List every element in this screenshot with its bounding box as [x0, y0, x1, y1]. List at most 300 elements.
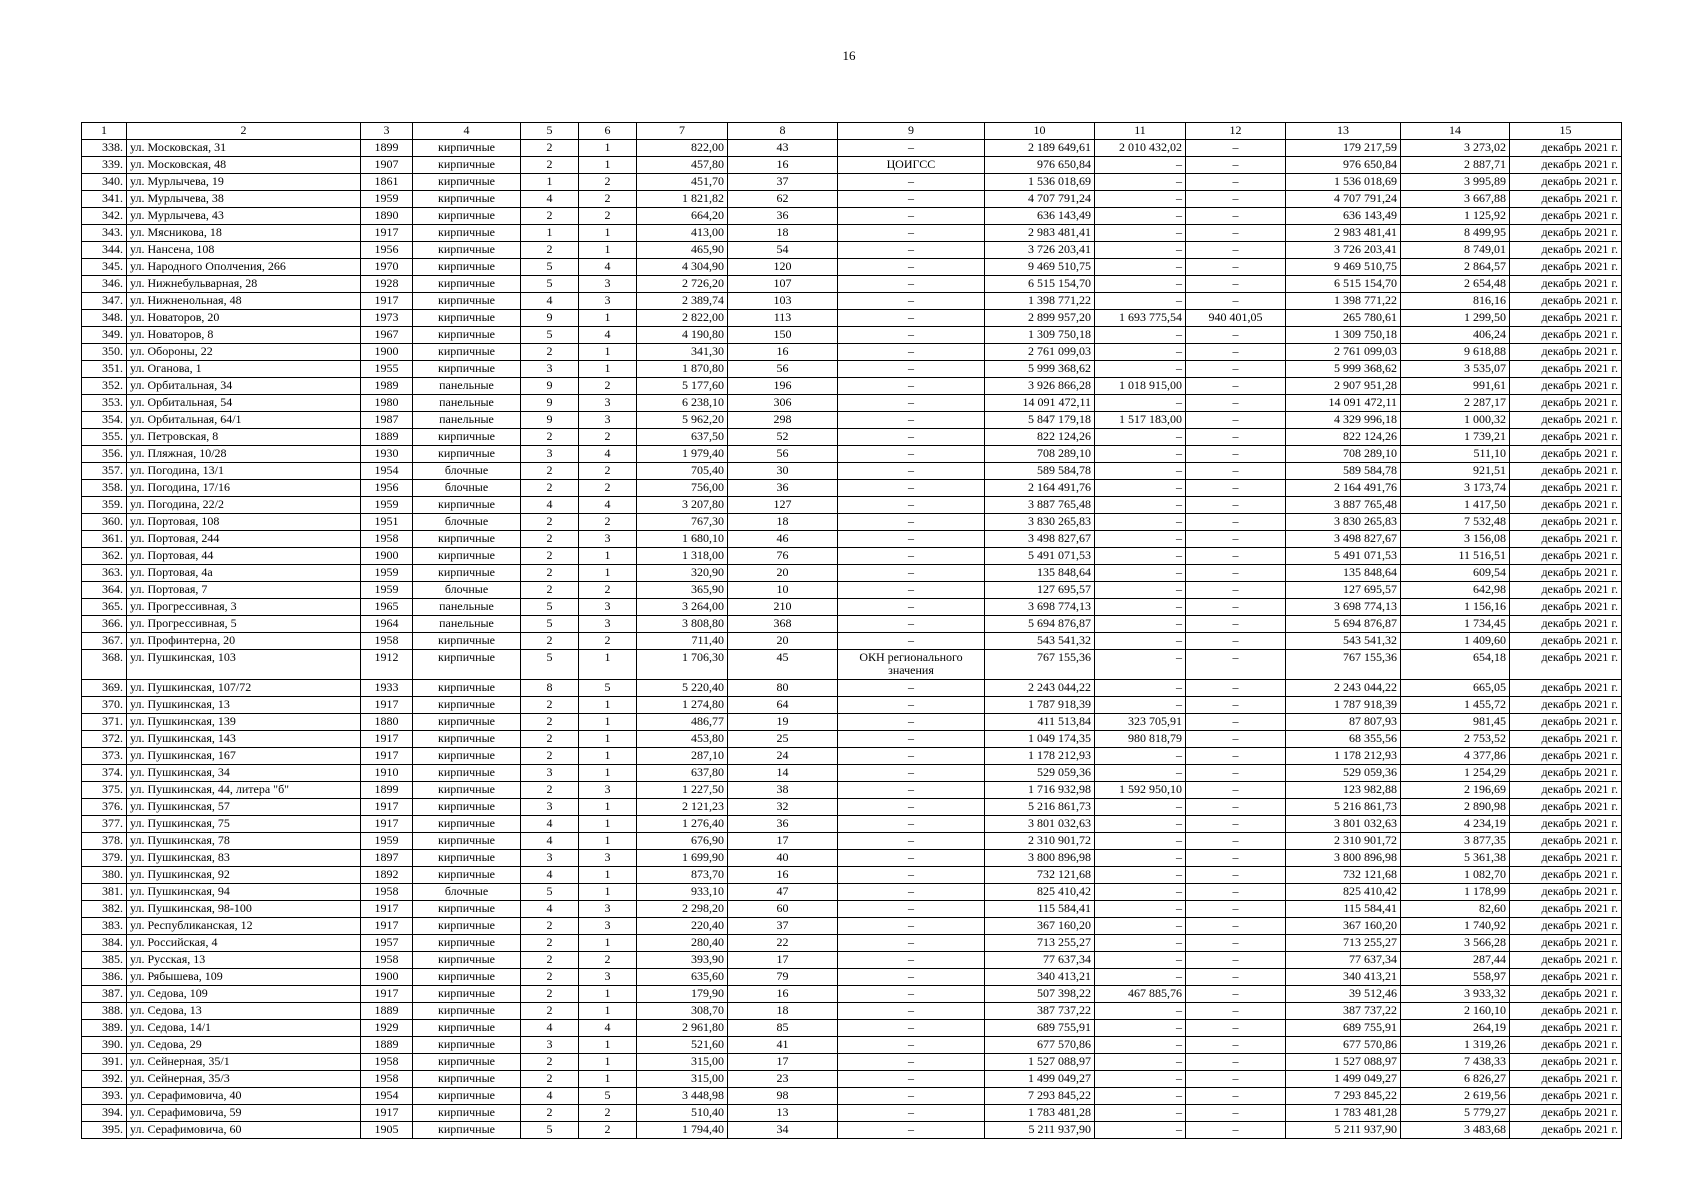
cell-col-15: декабрь 2021 г. — [1510, 565, 1622, 582]
cell-col-14: 1 299,50 — [1401, 310, 1510, 327]
cell-col-12: – — [1186, 765, 1286, 782]
cell-col-5: 2 — [521, 548, 579, 565]
cell-col-2: ул. Новаторов, 20 — [127, 310, 361, 327]
cell-col-3: 1861 — [361, 174, 413, 191]
cell-col-13: 127 695,57 — [1286, 582, 1401, 599]
cell-col-8: 40 — [728, 850, 838, 867]
cell-col-7: 2 298,20 — [637, 901, 728, 918]
cell-col-14: 4 377,86 — [1401, 748, 1510, 765]
cell-col-14: 3 667,88 — [1401, 191, 1510, 208]
table-row — [82, 208, 1622, 225]
cell-col-2: ул. Орбитальная, 34 — [127, 378, 361, 395]
cell-col-10: 5 216 861,73 — [985, 799, 1095, 816]
cell-col-1: 348. — [82, 310, 127, 327]
cell-col-13: 4 329 996,18 — [1286, 412, 1401, 429]
cell-col-6: 2 — [579, 174, 637, 191]
cell-col-11: 980 818,79 — [1095, 731, 1186, 748]
cell-col-2: ул. Петровская, 8 — [127, 429, 361, 446]
cell-col-7: 711,40 — [637, 633, 728, 650]
cell-col-9: – — [838, 531, 985, 548]
cell-col-6: 3 — [579, 395, 637, 412]
cell-col-13: 1 783 481,28 — [1286, 1105, 1401, 1122]
cell-col-3: 1958 — [361, 1054, 413, 1071]
cell-col-13: 2 310 901,72 — [1286, 833, 1401, 850]
cell-col-2: ул. Пушкинская, 13 — [127, 697, 361, 714]
cell-col-7: 933,10 — [637, 884, 728, 901]
cell-col-15: декабрь 2021 г. — [1510, 463, 1622, 480]
cell-col-15: декабрь 2021 г. — [1510, 310, 1622, 327]
cell-col-1: 390. — [82, 1037, 127, 1054]
cell-col-13: 265 780,61 — [1286, 310, 1401, 327]
cell-col-1: 346. — [82, 276, 127, 293]
cell-col-14: 1 156,16 — [1401, 599, 1510, 616]
cell-col-7: 320,90 — [637, 565, 728, 582]
cell-col-12: – — [1186, 1122, 1286, 1139]
cell-col-9: – — [838, 799, 985, 816]
cell-col-3: 1900 — [361, 969, 413, 986]
cell-col-12: – — [1186, 208, 1286, 225]
cell-col-8: 46 — [728, 531, 838, 548]
cell-col-10: 3 698 774,13 — [985, 599, 1095, 616]
cell-col-15: декабрь 2021 г. — [1510, 378, 1622, 395]
cell-col-3: 1951 — [361, 514, 413, 531]
cell-col-2: ул. Пушкинская, 103 — [127, 650, 361, 680]
cell-col-2: ул. Пушкинская, 98-100 — [127, 901, 361, 918]
cell-col-7: 465,90 — [637, 242, 728, 259]
cell-col-4: панельные — [413, 616, 521, 633]
cell-col-11: – — [1095, 1071, 1186, 1088]
cell-col-7: 510,40 — [637, 1105, 728, 1122]
table-row — [82, 1122, 1622, 1139]
cell-col-15: декабрь 2021 г. — [1510, 833, 1622, 850]
cell-col-7: 767,30 — [637, 514, 728, 531]
table-row — [82, 816, 1622, 833]
cell-col-7: 822,00 — [637, 140, 728, 157]
table-row — [82, 514, 1622, 531]
cell-col-11: – — [1095, 1054, 1186, 1071]
cell-col-11: – — [1095, 344, 1186, 361]
cell-col-9: – — [838, 1105, 985, 1122]
cell-col-10: 976 650,84 — [985, 157, 1095, 174]
cell-col-12: – — [1186, 191, 1286, 208]
cell-col-12: – — [1186, 918, 1286, 935]
table-row — [82, 327, 1622, 344]
cell-col-11: – — [1095, 582, 1186, 599]
cell-col-9: – — [838, 1020, 985, 1037]
cell-col-4: кирпичные — [413, 680, 521, 697]
cell-col-9: – — [838, 310, 985, 327]
cell-col-15: декабрь 2021 г. — [1510, 208, 1622, 225]
cell-col-10: 14 091 472,11 — [985, 395, 1095, 412]
cell-col-11: – — [1095, 565, 1186, 582]
cell-col-4: кирпичные — [413, 191, 521, 208]
cell-col-12: – — [1186, 633, 1286, 650]
cell-col-5: 4 — [521, 816, 579, 833]
cell-col-9: – — [838, 480, 985, 497]
cell-col-7: 3 808,80 — [637, 616, 728, 633]
cell-col-1: 385. — [82, 952, 127, 969]
cell-col-11: – — [1095, 1105, 1186, 1122]
cell-col-13: 2 907 951,28 — [1286, 378, 1401, 395]
cell-col-4: кирпичные — [413, 1054, 521, 1071]
cell-col-6: 1 — [579, 986, 637, 1003]
cell-col-4: кирпичные — [413, 361, 521, 378]
cell-col-10: 77 637,34 — [985, 952, 1095, 969]
cell-col-12: – — [1186, 650, 1286, 680]
cell-col-5: 3 — [521, 361, 579, 378]
cell-col-15: декабрь 2021 г. — [1510, 782, 1622, 799]
cell-col-13: 732 121,68 — [1286, 867, 1401, 884]
cell-col-8: 47 — [728, 884, 838, 901]
table-row — [82, 850, 1622, 867]
cell-col-10: 2 243 044,22 — [985, 680, 1095, 697]
cell-col-3: 1917 — [361, 986, 413, 1003]
cell-col-13: 767 155,36 — [1286, 650, 1401, 680]
cell-col-15: декабрь 2021 г. — [1510, 952, 1622, 969]
cell-col-12: – — [1186, 1003, 1286, 1020]
cell-col-14: 3 933,32 — [1401, 986, 1510, 1003]
cell-col-5: 2 — [521, 429, 579, 446]
cell-col-13: 3 698 774,13 — [1286, 599, 1401, 616]
table-row — [82, 480, 1622, 497]
cell-col-4: кирпичные — [413, 1003, 521, 1020]
cell-col-12: – — [1186, 599, 1286, 616]
cell-col-4: кирпичные — [413, 765, 521, 782]
table-row — [82, 650, 1622, 680]
cell-col-13: 677 570,86 — [1286, 1037, 1401, 1054]
cell-col-4: кирпичные — [413, 901, 521, 918]
cell-col-14: 3 566,28 — [1401, 935, 1510, 952]
cell-col-5: 9 — [521, 412, 579, 429]
cell-col-5: 2 — [521, 986, 579, 1003]
cell-col-4: кирпичные — [413, 986, 521, 1003]
cell-col-6: 2 — [579, 952, 637, 969]
cell-col-7: 413,00 — [637, 225, 728, 242]
table-row — [82, 497, 1622, 514]
cell-col-2: ул. Седова, 14/1 — [127, 1020, 361, 1037]
cell-col-1: 378. — [82, 833, 127, 850]
cell-col-1: 350. — [82, 344, 127, 361]
cell-col-1: 391. — [82, 1054, 127, 1071]
cell-col-11: – — [1095, 531, 1186, 548]
cell-col-1: 381. — [82, 884, 127, 901]
cell-col-6: 2 — [579, 208, 637, 225]
cell-col-5: 4 — [521, 833, 579, 850]
cell-col-7: 3 448,98 — [637, 1088, 728, 1105]
cell-col-13: 1 178 212,93 — [1286, 748, 1401, 765]
cell-col-12: – — [1186, 412, 1286, 429]
cell-col-12: – — [1186, 1054, 1286, 1071]
cell-col-2: ул. Пушкинская, 83 — [127, 850, 361, 867]
cell-col-9: – — [838, 969, 985, 986]
cell-col-5: 2 — [521, 731, 579, 748]
cell-col-8: 79 — [728, 969, 838, 986]
cell-col-12: – — [1186, 582, 1286, 599]
table-row — [82, 191, 1622, 208]
table-row — [82, 429, 1622, 446]
table-row — [82, 901, 1622, 918]
cell-col-8: 107 — [728, 276, 838, 293]
cell-col-8: 10 — [728, 582, 838, 599]
cell-col-11: – — [1095, 935, 1186, 952]
cell-col-4: кирпичные — [413, 731, 521, 748]
cell-col-2: ул. Портовая, 108 — [127, 514, 361, 531]
cell-col-15: декабрь 2021 г. — [1510, 276, 1622, 293]
cell-col-6: 2 — [579, 480, 637, 497]
cell-col-3: 1956 — [361, 480, 413, 497]
cell-col-10: 1 536 018,69 — [985, 174, 1095, 191]
cell-col-5: 3 — [521, 799, 579, 816]
cell-col-7: 635,60 — [637, 969, 728, 986]
cell-col-11: 1 517 183,00 — [1095, 412, 1186, 429]
cell-col-11: – — [1095, 1003, 1186, 1020]
cell-col-6: 2 — [579, 429, 637, 446]
cell-col-10: 677 570,86 — [985, 1037, 1095, 1054]
cell-col-14: 82,60 — [1401, 901, 1510, 918]
cell-col-4: кирпичные — [413, 799, 521, 816]
cell-col-13: 179 217,59 — [1286, 140, 1401, 157]
cell-col-3: 1958 — [361, 633, 413, 650]
cell-col-10: 5 694 876,87 — [985, 616, 1095, 633]
cell-col-3: 1970 — [361, 259, 413, 276]
cell-col-12: 940 401,05 — [1186, 310, 1286, 327]
cell-col-4: кирпичные — [413, 344, 521, 361]
cell-col-9: – — [838, 616, 985, 633]
table-row — [82, 582, 1622, 599]
cell-col-15: декабрь 2021 г. — [1510, 969, 1622, 986]
cell-col-6: 1 — [579, 361, 637, 378]
cell-col-13: 5 694 876,87 — [1286, 616, 1401, 633]
cell-col-4: кирпичные — [413, 850, 521, 867]
cell-col-10: 115 584,41 — [985, 901, 1095, 918]
cell-col-14: 264,19 — [1401, 1020, 1510, 1037]
cell-col-11: – — [1095, 480, 1186, 497]
table-row — [82, 935, 1622, 952]
cell-col-8: 80 — [728, 680, 838, 697]
cell-col-1: 365. — [82, 599, 127, 616]
cell-col-6: 2 — [579, 1122, 637, 1139]
cell-col-8: 103 — [728, 293, 838, 310]
cell-col-15: декабрь 2021 г. — [1510, 344, 1622, 361]
cell-col-15: декабрь 2021 г. — [1510, 174, 1622, 191]
cell-col-3: 1917 — [361, 697, 413, 714]
table-row — [82, 697, 1622, 714]
cell-col-10: 689 755,91 — [985, 1020, 1095, 1037]
cell-col-12: – — [1186, 327, 1286, 344]
cell-col-12: – — [1186, 714, 1286, 731]
cell-col-3: 1965 — [361, 599, 413, 616]
cell-col-5: 3 — [521, 446, 579, 463]
cell-col-9: – — [838, 327, 985, 344]
cell-col-4: блочные — [413, 582, 521, 599]
cell-col-14: 642,98 — [1401, 582, 1510, 599]
cell-col-11: – — [1095, 548, 1186, 565]
cell-col-9: – — [838, 412, 985, 429]
cell-col-1: 357. — [82, 463, 127, 480]
cell-col-2: ул. Пушкинская, 75 — [127, 816, 361, 833]
cell-col-11: – — [1095, 191, 1186, 208]
cell-col-1: 367. — [82, 633, 127, 650]
cell-col-6: 1 — [579, 140, 637, 157]
cell-col-1: 361. — [82, 531, 127, 548]
cell-col-13: 7 293 845,22 — [1286, 1088, 1401, 1105]
cell-col-8: 14 — [728, 765, 838, 782]
cell-col-14: 11 516,51 — [1401, 548, 1510, 565]
cell-col-7: 5 962,20 — [637, 412, 728, 429]
cell-col-7: 280,40 — [637, 935, 728, 952]
cell-col-2: ул. Седова, 29 — [127, 1037, 361, 1054]
cell-col-12: – — [1186, 514, 1286, 531]
table-row — [82, 1037, 1622, 1054]
cell-col-10: 7 293 845,22 — [985, 1088, 1095, 1105]
cell-col-2: ул. Пушкинская, 34 — [127, 765, 361, 782]
cell-col-3: 1900 — [361, 344, 413, 361]
cell-col-13: 822 124,26 — [1286, 429, 1401, 446]
column-header-6: 6 — [579, 123, 637, 140]
cell-col-8: 17 — [728, 952, 838, 969]
table-row — [82, 599, 1622, 616]
cell-col-5: 2 — [521, 514, 579, 531]
cell-col-8: 16 — [728, 344, 838, 361]
cell-col-5: 2 — [521, 1071, 579, 1088]
cell-col-15: декабрь 2021 г. — [1510, 1054, 1622, 1071]
cell-col-5: 2 — [521, 140, 579, 157]
cell-col-10: 5 847 179,18 — [985, 412, 1095, 429]
cell-col-4: панельные — [413, 395, 521, 412]
cell-col-13: 5 999 368,62 — [1286, 361, 1401, 378]
cell-col-11: – — [1095, 242, 1186, 259]
cell-col-3: 1889 — [361, 429, 413, 446]
cell-col-2: ул. Русская, 13 — [127, 952, 361, 969]
cell-col-12: – — [1186, 446, 1286, 463]
table-row — [82, 952, 1622, 969]
cell-col-4: кирпичные — [413, 259, 521, 276]
cell-col-5: 2 — [521, 565, 579, 582]
cell-col-10: 4 707 791,24 — [985, 191, 1095, 208]
cell-col-9: – — [838, 884, 985, 901]
cell-col-6: 1 — [579, 565, 637, 582]
cell-col-5: 2 — [521, 463, 579, 480]
cell-col-2: ул. Мурлычева, 19 — [127, 174, 361, 191]
cell-col-1: 363. — [82, 565, 127, 582]
cell-col-2: ул. Сейнерная, 35/1 — [127, 1054, 361, 1071]
cell-col-11: 467 885,76 — [1095, 986, 1186, 1003]
cell-col-13: 14 091 472,11 — [1286, 395, 1401, 412]
cell-col-15: декабрь 2021 г. — [1510, 901, 1622, 918]
cell-col-9: – — [838, 731, 985, 748]
cell-col-1: 388. — [82, 1003, 127, 1020]
cell-col-13: 543 541,32 — [1286, 633, 1401, 650]
cell-col-10: 2 310 901,72 — [985, 833, 1095, 850]
cell-col-4: кирпичные — [413, 327, 521, 344]
cell-col-3: 1959 — [361, 565, 413, 582]
cell-col-3: 1900 — [361, 548, 413, 565]
cell-col-8: 76 — [728, 548, 838, 565]
cell-col-11: 323 705,91 — [1095, 714, 1186, 731]
cell-col-7: 637,80 — [637, 765, 728, 782]
cell-col-10: 1 783 481,28 — [985, 1105, 1095, 1122]
cell-col-14: 1 000,32 — [1401, 412, 1510, 429]
cell-col-14: 2 619,56 — [1401, 1088, 1510, 1105]
cell-col-6: 3 — [579, 599, 637, 616]
cell-col-4: кирпичные — [413, 208, 521, 225]
cell-col-9: – — [838, 1088, 985, 1105]
cell-col-2: ул. Портовая, 4а — [127, 565, 361, 582]
cell-col-14: 2 654,48 — [1401, 276, 1510, 293]
cell-col-2: ул. Погодина, 13/1 — [127, 463, 361, 480]
cell-col-6: 4 — [579, 446, 637, 463]
cell-col-3: 1959 — [361, 833, 413, 850]
cell-col-1: 360. — [82, 514, 127, 531]
cell-col-3: 1956 — [361, 242, 413, 259]
cell-col-9: – — [838, 633, 985, 650]
cell-col-9: – — [838, 1037, 985, 1054]
cell-col-7: 287,10 — [637, 748, 728, 765]
cell-col-12: – — [1186, 935, 1286, 952]
table-row — [82, 918, 1622, 935]
column-header-1: 1 — [82, 123, 127, 140]
cell-col-14: 7 532,48 — [1401, 514, 1510, 531]
cell-col-15: декабрь 2021 г. — [1510, 697, 1622, 714]
cell-col-8: 18 — [728, 514, 838, 531]
cell-col-9: – — [838, 344, 985, 361]
cell-col-1: 338. — [82, 140, 127, 157]
cell-col-9: – — [838, 361, 985, 378]
cell-col-13: 1 536 018,69 — [1286, 174, 1401, 191]
cell-col-11: – — [1095, 208, 1186, 225]
cell-col-14: 3 273,02 — [1401, 140, 1510, 157]
cell-col-4: кирпичные — [413, 565, 521, 582]
cell-col-3: 1964 — [361, 616, 413, 633]
buildings-table — [81, 122, 1622, 1139]
cell-col-13: 87 807,93 — [1286, 714, 1401, 731]
cell-col-1: 370. — [82, 697, 127, 714]
table-row — [82, 157, 1622, 174]
cell-col-9: – — [838, 697, 985, 714]
cell-col-3: 1955 — [361, 361, 413, 378]
cell-col-13: 123 982,88 — [1286, 782, 1401, 799]
cell-col-15: декабрь 2021 г. — [1510, 582, 1622, 599]
cell-col-12: – — [1186, 884, 1286, 901]
cell-col-12: – — [1186, 901, 1286, 918]
cell-col-10: 2 899 957,20 — [985, 310, 1095, 327]
cell-col-10: 1 178 212,93 — [985, 748, 1095, 765]
cell-col-6: 4 — [579, 497, 637, 514]
cell-col-13: 3 830 265,83 — [1286, 514, 1401, 531]
cell-col-1: 349. — [82, 327, 127, 344]
cell-col-14: 981,45 — [1401, 714, 1510, 731]
cell-col-14: 7 438,33 — [1401, 1054, 1510, 1071]
cell-col-8: 36 — [728, 208, 838, 225]
cell-col-6: 4 — [579, 1020, 637, 1037]
cell-col-11: – — [1095, 497, 1186, 514]
cell-col-15: декабрь 2021 г. — [1510, 412, 1622, 429]
cell-col-15: декабрь 2021 г. — [1510, 731, 1622, 748]
cell-col-14: 1 409,60 — [1401, 633, 1510, 650]
cell-col-8: 56 — [728, 361, 838, 378]
cell-col-4: кирпичные — [413, 157, 521, 174]
cell-col-3: 1917 — [361, 816, 413, 833]
cell-col-2: ул. Обороны, 22 — [127, 344, 361, 361]
cell-col-4: кирпичные — [413, 140, 521, 157]
cell-col-5: 9 — [521, 378, 579, 395]
cell-col-12: – — [1186, 697, 1286, 714]
header-row — [82, 123, 1622, 140]
cell-col-11: 1 592 950,10 — [1095, 782, 1186, 799]
cell-col-6: 2 — [579, 463, 637, 480]
cell-col-10: 2 761 099,03 — [985, 344, 1095, 361]
cell-col-3: 1917 — [361, 901, 413, 918]
